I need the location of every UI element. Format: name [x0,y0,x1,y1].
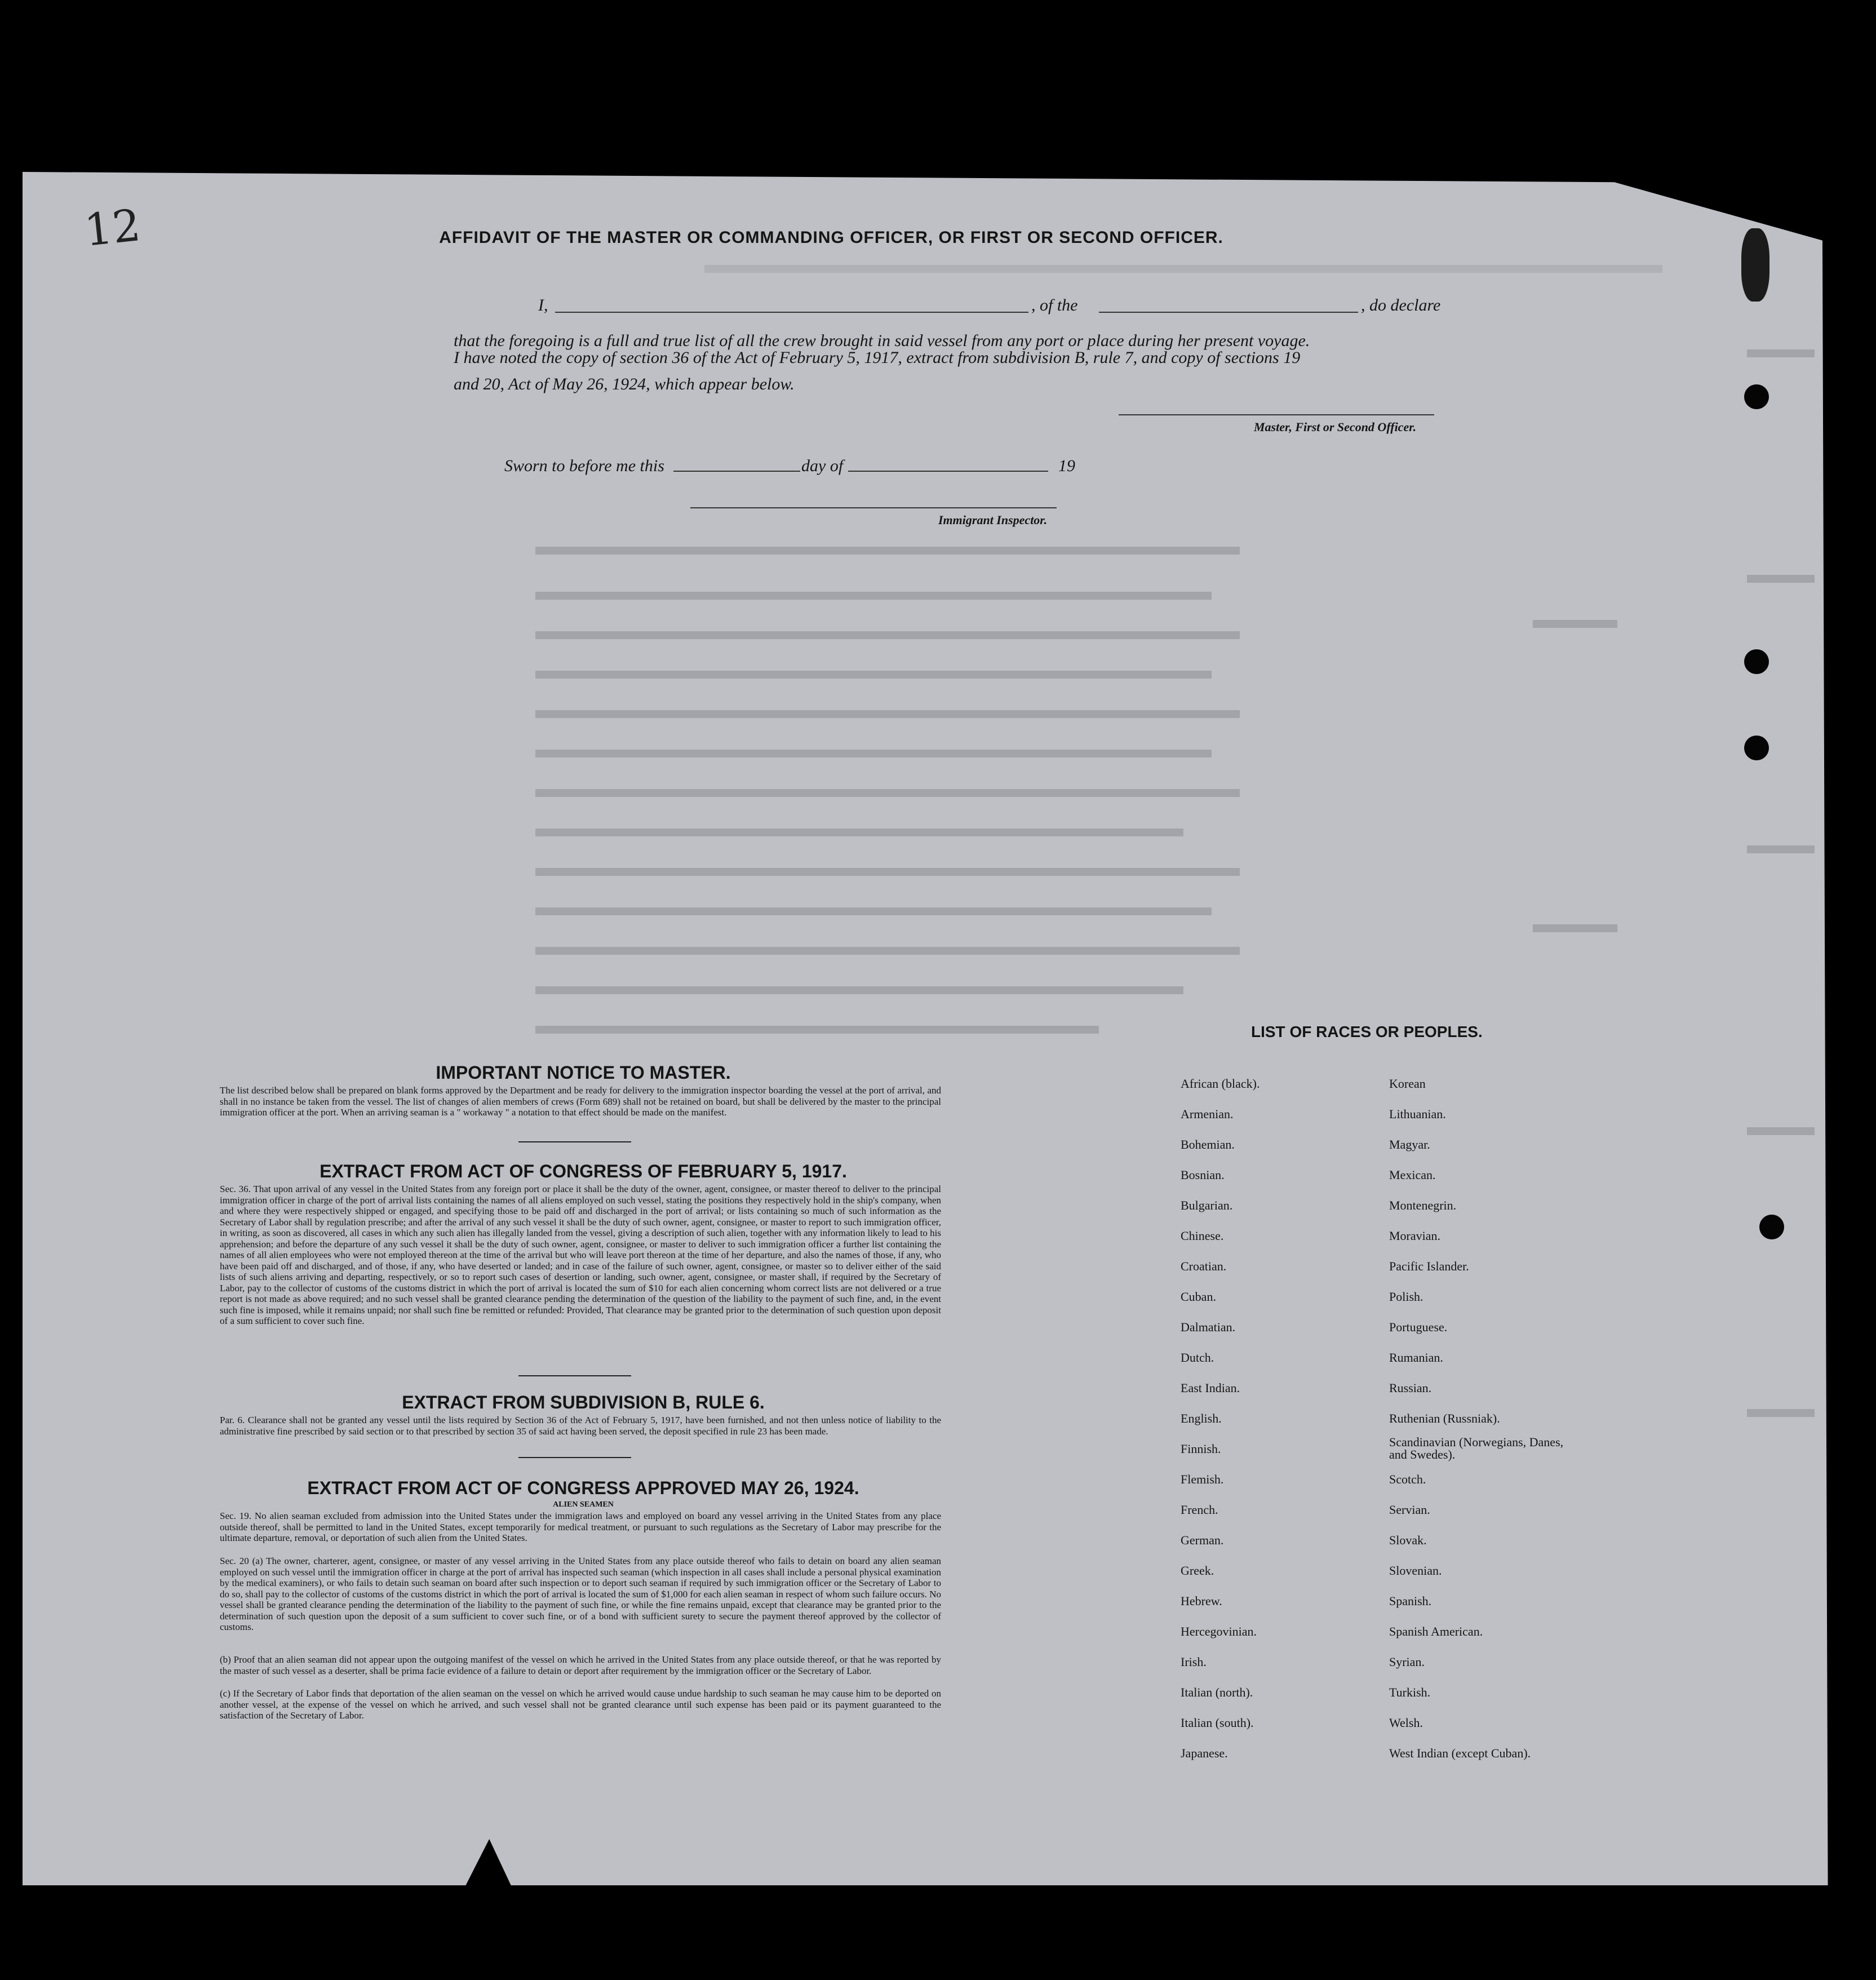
race-item-right: Scandinavian (Norwegians, Danes, and Swedes). [1389,1435,1564,1461]
race-item-right: Spanish. [1389,1594,1432,1608]
race-item-left: African (black). [1181,1077,1260,1091]
notice-body: The list described below shall be prepared on blank forms approved by the Department and be ready for delivery to the immigration inspector boarding the vessel at the port of arrival, and shall in no instance be taken from the vessel. The list of changes of alien members of crews (Form 689) shall not be retained on board, but shall be delivered by the master to the principal immigration officer at the port. When an arriving seaman is a " workaway " a notation to that effect should be made on the manifest. [220,1085,941,1118]
handwritten-page-number: 12 [82,200,143,256]
sworn-day-blank[interactable] [673,471,800,472]
race-item-left: Bohemian. [1181,1137,1235,1151]
race-item-left: Croatian. [1181,1259,1227,1273]
extract-1917-title: EXTRACT FROM ACT OF CONGRESS OF FEBRUARY 5, 1917. [320,1161,847,1181]
race-item-right: Montenegrin. [1389,1198,1457,1212]
race-item-right: Lithuanian. [1389,1107,1446,1121]
separator [518,1375,631,1376]
rule6-title: EXTRACT FROM SUBDIVISION B, RULE 6. [402,1392,765,1412]
race-item-left: Irish. [1181,1655,1207,1669]
race-item-right: Moravian. [1389,1229,1441,1243]
race-item-right: Mexican. [1389,1168,1436,1182]
race-item-left: English. [1181,1411,1222,1425]
race-item-left: Italian (north). [1181,1685,1253,1699]
affidavit-text-line-3: and 20, Act of May 26, 1924, which appear below. [454,375,795,393]
rule6-body: Par. 6. Clearance shall not be granted any vessel until the lists required by Section 36 of the Act of February 5, 1917, have been furnished, and not then unless notice of liability to the administrative fine prescribed by said section or to that prescribed by section 35 of said act having been served, the deposit specified in rule 23 has been made. [220,1415,941,1437]
sworn-month-blank[interactable] [848,471,1048,472]
race-item-left: East Indian. [1181,1381,1240,1395]
affidavit-of-the-label: , of the [1031,296,1078,315]
day-of-label: day of [801,457,844,475]
race-item-left: Hebrew. [1181,1594,1222,1608]
race-item-left: Italian (south). [1181,1716,1254,1730]
race-item-left: Cuban. [1181,1290,1216,1304]
race-item-left: Hercegovinian. [1181,1624,1257,1638]
race-item-right: Slovak. [1389,1533,1427,1547]
master-signature-caption: Master, First or Second Officer. [1254,420,1417,434]
separator [518,1141,631,1142]
extract-1924-sec20a: Sec. 20 (a) The owner, charterer, agent, consignee, or master of any vessel arriving in the United States from any place outside thereof who fails to detain on board any alien seaman employed on such vessel until the immigration officer in charge at the port of arrival has inspected such seaman (which inspection in all cases shall include a personal physical examination by the medical examiners), or who fails to detain such seaman on board after such inspection or to deport such seaman if required by such immigration officer or the Secretary of Labor to do so, shall pay to the collector of customs of the customs district in which the port of arrival is located the sum of $1,000 for each alien seaman in respect of whom such failure occurs. No vessel shall be granted clearance pending the determination of the liability to the payment of such fine, or while the fine remains unpaid, except that clearance may be granted prior to the determination of such question upon the deposit of a sum sufficient to cover such fine, or of a bond with sufficient surety to secure the payment thereof approved by the collector of customs. [220,1556,941,1632]
race-item-right: Korean [1389,1077,1426,1091]
inspector-caption: Immigrant Inspector. [938,513,1048,527]
race-item-right: Russian. [1389,1381,1432,1395]
vessel-blank[interactable] [1099,312,1358,313]
inspector-signature-line[interactable] [690,507,1057,508]
race-item-right: Servian. [1389,1503,1430,1517]
affidavit-do-declare-label: , do declare [1361,296,1441,315]
extract-1924-sec20c: (c) If the Secretary of Labor finds that deportation of the alien seaman on the vessel on which he arrived would cause undue hardship to such seaman he may cause him to be deported on another vessel, at the expense of the vessel on which he arrived, and such vessel shall not be granted clearance until such expense has been paid or its payment guaranteed to the satisfaction of the Secretary of Labor. [220,1688,941,1721]
separator [518,1457,631,1458]
notice-title: IMPORTANT NOTICE TO MASTER. [436,1062,731,1083]
name-blank[interactable] [555,312,1028,313]
affidavit-text-line-1: that the foregoing is a full and true list of all the crew brought in said vessel from any port or place during her present voyage. [454,331,1310,350]
race-item-left: Dutch. [1181,1350,1214,1365]
race-item-left: French. [1181,1503,1218,1517]
binder-hole [1744,649,1769,674]
race-item-left: Flemish. [1181,1472,1224,1486]
affidavit-i-label: I, [538,296,548,315]
races-title: LIST OF RACES OR PEOPLES. [1251,1023,1483,1040]
race-item-right: Pacific Islander. [1389,1259,1469,1273]
race-item-left: German. [1181,1533,1224,1547]
race-item-left: Japanese. [1181,1746,1228,1760]
race-item-right: Syrian. [1389,1655,1425,1669]
extract-1924-subtitle: ALIEN SEAMEN [553,1500,614,1509]
affidavit-text-line-2: I have noted the copy of section 36 of the Act of February 5, 1917, extract from subdivision B, rule 7, and copy of sections 19 [454,348,1301,367]
race-item-left: Bosnian. [1181,1168,1225,1182]
sworn-label: Sworn to before me this [504,457,664,475]
extract-1917-body: Sec. 36. That upon arrival of any vessel in the United States from any foreign port or place it shall be the duty of the owner, agent, consignee, or master thereof to deliver to the principal immigration officer in charge of the port of arrival lists containing the names of all aliens employed on such vessel, stating the positions they respectively hold in the ship's company, when and where they were respectively shipped or engaged, and specifying those to be paid off and discharged in the port of arrival; or lists containing so much of such information as the Secretary of Labor shall by regulation prescribe; and after the arrival of any such vessel it shall be the duty of such owner, agent, consignee, or master to report to such immigration officer, in writing, as soon as discovered, all cases in which any such alien has illegally landed from the vessel, giving a description of such alien, together with any information likely to lead to his apprehension; and before the departure of any such vessel it shall be the duty of such owner, agent, consignee, or master to deliver to such immigration officer a further list containing the names of all alien employees who were not employed thereon at the time of the arrival but who will leave port thereon at the time of her departure, and also the names of those, if any, who have been paid off and discharged, and of those, if any, who have deserted or landed; and in case of the failure of such owner, agent, consignee, or master so to deliver either of the said lists of such aliens arriving and departing, respectively, or so to report such cases of desertion or landing, such owner, agent, consignee, or master shall, if required by the Secretary of Labor, pay to the collector of customs of the customs district in which the port of arrival is located the sum of $10 for each alien concerning whom correct lists are not delivered or a true report is not made as above required; and no such vessel shall be granted clearance pending the determination of the question of the liability to the payment of such fine, and, in the event such fine is imposed, while it remains unpaid; nor shall such fine be remitted or refunded: Provided, That clearance may be granted prior to the determination of such question upon deposit of a sum sufficient to cover such fine. [220,1184,941,1326]
race-item-right: Polish. [1389,1290,1423,1304]
affidavit-title: AFFIDAVIT OF THE MASTER OR COMMANDING OFFICER, OR FIRST OR SECOND OFFICER. [439,228,1223,247]
race-item-right: Rumanian. [1389,1350,1443,1365]
binder-hole [1744,736,1769,760]
race-item-left: Dalmatian. [1181,1320,1236,1334]
race-item-right: Scotch. [1389,1472,1426,1486]
race-item-left: Finnish. [1181,1442,1221,1456]
binder-hole [1744,384,1769,409]
extract-1924-title: EXTRACT FROM ACT OF CONGRESS APPROVED MAY 26, 1924. [307,1478,859,1498]
race-item-right: Slovenian. [1389,1563,1442,1578]
binder-hole [1759,1215,1784,1239]
ink-stain [1741,228,1769,302]
race-item-right: West Indian (except Cuban). [1389,1746,1531,1760]
master-signature-line[interactable] [1119,414,1434,415]
race-item-left: Greek. [1181,1563,1214,1578]
race-item-right: Spanish American. [1389,1624,1483,1638]
race-item-right: Ruthenian (Russniak). [1389,1411,1500,1425]
race-item-right: Turkish. [1389,1685,1431,1699]
extract-1924-sec19: Sec. 19. No alien seaman excluded from admission into the United States under the immigration laws and employed on board any vessel arriving in the United States from any place outside thereof, shall be permitted to land in the United States, except temporarily for medical treatment, or pursuant to such regulations as the Secretary of Labor may prescribe for the ultimate departure, removal, or deportation of such alien from the United States. [220,1511,941,1543]
race-item-right: Portuguese. [1389,1320,1448,1334]
extract-1924-sec20b: (b) Proof that an alien seaman did not appear upon the outgoing manifest of the vessel on which he arrived in the United States from any place outside thereof, or that he was reported by the master of such vessel as a deserter, shall be prima facie evidence of a failure to detain or deport after requirement by the immigration officer or the Secretary of Labor. [220,1654,941,1676]
race-item-right: Magyar. [1389,1137,1430,1151]
race-item-left: Chinese. [1181,1229,1224,1243]
race-item-left: Armenian. [1181,1107,1234,1121]
race-item-right: Welsh. [1389,1716,1423,1730]
year-label: 19 [1058,457,1075,475]
race-item-left: Bulgarian. [1181,1198,1233,1212]
